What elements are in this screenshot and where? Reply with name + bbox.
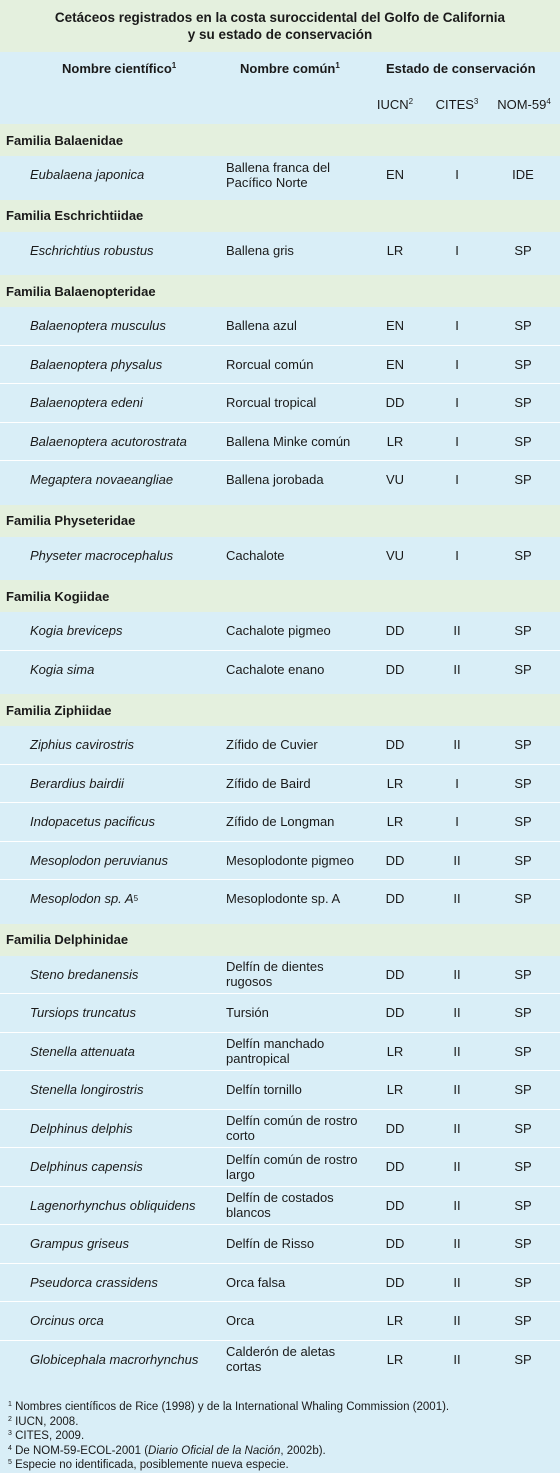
common-name-cell: Calderón de aletas cortas <box>226 1344 336 1375</box>
table-row <box>0 802 560 841</box>
table-row <box>0 422 560 461</box>
table-row <box>0 1224 560 1263</box>
scientific-name-cell: Berardius bairdii <box>30 775 124 791</box>
nom-59-cell: SP <box>514 547 532 563</box>
scientific-name-cell: Grampus griseus <box>30 1236 129 1252</box>
family-heading: Familia Balaenopteridae <box>0 275 560 307</box>
cites-cell: II <box>453 661 461 677</box>
cites-cell: II <box>453 1236 461 1252</box>
iucn-cell: VU <box>385 472 405 488</box>
family-heading: Familia Kogiidae <box>0 580 560 612</box>
table-row <box>0 1263 560 1302</box>
nom-59-cell: SP <box>514 966 532 982</box>
cites-cell: II <box>453 966 461 982</box>
nom-59-cell: SP <box>514 775 532 791</box>
cites-cell: II <box>453 1197 461 1213</box>
iucn-cell: EN <box>385 167 405 183</box>
scientific-name-cell: Megaptera novaeangliae <box>30 472 174 488</box>
nom-59-cell: SP <box>514 242 532 258</box>
nom-59-cell: SP <box>514 1197 532 1213</box>
table-row <box>0 383 560 422</box>
scientific-name-cell: Mesoplodon peruvianus <box>30 852 169 868</box>
scientific-name-cell: Balaenoptera edeni <box>30 395 143 411</box>
common-name-cell: Delfín de Risso <box>226 1236 315 1252</box>
family-heading: Familia Physeteridae <box>0 505 560 537</box>
scientific-name-cell: Indopacetus pacificus <box>30 814 156 830</box>
nom-59-cell: SP <box>514 1120 532 1136</box>
common-name-cell: Ballena gris <box>226 242 294 258</box>
common-name-cell: Delfín de costados blancos <box>226 1190 334 1221</box>
cites-cell: II <box>453 852 461 868</box>
iucn-cell: DD <box>385 1197 405 1213</box>
header-iucn: IUCN$^2$ <box>376 97 414 112</box>
table-row <box>0 1186 560 1225</box>
cites-cell: II <box>453 1120 461 1136</box>
scientific-name-cell: Balaenoptera physalus <box>30 356 163 372</box>
nom-59-cell: SP <box>514 814 532 830</box>
common-name-cell: Cachalote pigmeo <box>226 623 331 639</box>
table-row <box>0 879 560 918</box>
scientific-name-cell: Eubalaena japonica <box>30 167 145 183</box>
iucn-cell: LR <box>386 1043 404 1059</box>
iucn-cell: LR <box>386 1351 404 1367</box>
column-headers <box>0 52 560 118</box>
family-heading: Familia Delphinidae <box>0 924 560 956</box>
scientific-name-cell: Kogia breviceps <box>30 623 123 639</box>
footnote: $^4$ De NOM-59-ECOL-2001 (Diario Oficial de la Nación, 2002b). <box>8 1444 326 1457</box>
nom-59-cell: SP <box>514 661 532 677</box>
nom-59-cell: IDE <box>512 167 534 183</box>
iucn-cell: LR <box>386 433 404 449</box>
nom-59-cell: SP <box>514 1082 532 1098</box>
iucn-cell: DD <box>385 966 405 982</box>
common-name-cell: Delfín común de rostro largo <box>226 1151 358 1182</box>
iucn-cell: EN <box>385 318 405 334</box>
cites-cell: II <box>453 1274 461 1290</box>
table-row <box>0 345 560 384</box>
iucn-cell: VU <box>385 547 405 563</box>
nom-59-cell: SP <box>514 318 532 334</box>
scientific-name-cell: Balaenoptera musculus <box>30 318 166 334</box>
nom-59-cell: SP <box>514 1005 532 1021</box>
nom-59-cell: SP <box>514 1043 532 1059</box>
common-name-cell: Delfín manchado pantropical <box>226 1036 325 1067</box>
common-name-cell: Rorcual tropical <box>226 395 317 411</box>
common-name-cell: Ballena jorobada <box>226 472 324 488</box>
scientific-name-cell: Orcinus orca <box>30 1313 104 1329</box>
cites-cell: I <box>455 395 459 411</box>
table-row <box>0 1109 560 1148</box>
cites-cell: I <box>455 775 459 791</box>
nom-59-cell: SP <box>514 1159 532 1175</box>
common-name-cell: Delfín de dientes rugosos <box>226 959 324 990</box>
scientific-name-cell: Physeter macrocephalus <box>30 547 174 563</box>
scientific-name-cell: Tursiops truncatus <box>30 1005 136 1021</box>
cites-cell: II <box>453 737 461 753</box>
cites-cell: II <box>453 891 461 907</box>
nom-59-cell: SP <box>514 395 532 411</box>
cites-cell: I <box>455 814 459 830</box>
scientific-name-cell: Lagenorhynchus obliquidens <box>30 1197 196 1213</box>
common-name-cell: Orca falsa <box>226 1274 286 1290</box>
iucn-cell: LR <box>386 242 404 258</box>
common-name-cell: Ballena azul <box>226 318 297 334</box>
cites-cell: II <box>453 1351 461 1367</box>
scientific-name-cell: Delphinus delphis <box>30 1120 133 1136</box>
footnotes <box>0 1384 560 1473</box>
table-body <box>0 118 560 1384</box>
iucn-cell: DD <box>385 395 405 411</box>
cites-cell: II <box>453 1159 461 1175</box>
common-name-cell: Orca <box>226 1313 255 1329</box>
common-name-cell: Mesoplodonte sp. A <box>226 891 341 907</box>
nom-59-cell: SP <box>514 1274 532 1290</box>
header-scientific-name: Nombre científico$^1$ <box>62 61 177 76</box>
nom-59-cell: SP <box>514 1351 532 1367</box>
scientific-name-cell: Stenella attenuata <box>30 1043 135 1059</box>
iucn-cell: LR <box>386 775 404 791</box>
scientific-name-cell: Globicephala macrorhynchus <box>30 1351 199 1367</box>
iucn-cell: DD <box>385 1120 405 1136</box>
scientific-name-cell: Pseudorca crassidens <box>30 1274 158 1290</box>
table-row <box>0 612 560 650</box>
scientific-name-cell: Ziphius cavirostris <box>30 737 135 753</box>
header-cites: CITES$^3$ <box>435 97 479 112</box>
cites-cell: I <box>455 433 459 449</box>
scientific-name-cell: Kogia sima <box>30 661 95 677</box>
common-name-cell: Zífido de Cuvier <box>226 737 318 753</box>
cites-cell: I <box>455 356 459 372</box>
iucn-cell: DD <box>385 661 405 677</box>
header-common-name: Nombre común$^1$ <box>240 61 340 76</box>
cites-cell: I <box>455 547 459 563</box>
common-name-cell: Delfín común de rostro corto <box>226 1113 358 1144</box>
table-row <box>0 1070 560 1109</box>
cites-cell: I <box>455 242 459 258</box>
cites-cell: I <box>455 472 459 488</box>
common-name-cell: Ballena franca del Pacífico Norte <box>226 159 331 190</box>
footnote: $^5$ Especie no identificada, posiblemente nueva especie. <box>8 1459 289 1471</box>
footnote: $^3$ CITES, 2009. <box>8 1430 85 1442</box>
iucn-cell: DD <box>385 1159 405 1175</box>
table-row <box>0 1032 560 1071</box>
scientific-name-cell: Mesoplodon sp. A 5 <box>30 891 139 907</box>
scientific-name-cell: Balaenoptera acutorostrata <box>30 433 187 449</box>
nom-59-cell: SP <box>514 1313 532 1329</box>
table-title-line-1: Cetáceos registrados en la costa suroccidental del Golfo de California <box>54 10 506 25</box>
cites-cell: I <box>455 318 459 334</box>
cites-cell: II <box>453 1313 461 1329</box>
footnote: $^2$ IUCN, 2008. <box>8 1415 79 1428</box>
table-row <box>0 1147 560 1186</box>
scientific-name-cell: Steno bredanensis <box>30 966 139 982</box>
table-title <box>0 0 560 52</box>
table-row <box>0 726 560 764</box>
table-row <box>0 993 560 1032</box>
header-nom-59: NOM-$59^4$ <box>497 97 551 112</box>
nom-59-cell: SP <box>514 737 532 753</box>
table-row <box>0 1340 560 1379</box>
common-name-cell: Mesoplodonte pigmeo <box>226 852 354 868</box>
table-title-line-2: y su estado de conservación <box>187 27 373 42</box>
common-name-cell: Delfín tornillo <box>226 1082 302 1098</box>
common-name-cell: Cachalote enano <box>226 661 325 677</box>
iucn-cell: DD <box>385 1005 405 1021</box>
nom-59-cell: SP <box>514 891 532 907</box>
family-heading: Familia Balaenidae <box>0 124 560 156</box>
common-name-cell: Cachalote <box>226 547 285 563</box>
common-name-cell: Tursión <box>226 1005 269 1021</box>
table-row <box>0 537 560 575</box>
cites-cell: II <box>453 623 461 639</box>
nom-59-cell: SP <box>514 1236 532 1252</box>
family-heading: Familia Eschrichtiidae <box>0 200 560 232</box>
cites-cell: II <box>453 1005 461 1021</box>
iucn-cell: DD <box>385 1236 405 1252</box>
nom-59-cell: SP <box>514 623 532 639</box>
family-heading: Familia Ziphiidae <box>0 694 560 726</box>
table-row <box>0 956 560 994</box>
table-row <box>0 460 560 499</box>
table-row <box>0 764 560 803</box>
iucn-cell: DD <box>385 891 405 907</box>
cites-cell: II <box>453 1082 461 1098</box>
nom-59-cell: SP <box>514 472 532 488</box>
iucn-cell: DD <box>385 623 405 639</box>
common-name-cell: Rorcual común <box>226 356 314 372</box>
table-row <box>0 307 560 345</box>
table-row <box>0 1301 560 1340</box>
iucn-cell: DD <box>385 737 405 753</box>
iucn-cell: LR <box>386 1082 404 1098</box>
nom-59-cell: SP <box>514 852 532 868</box>
common-name-cell: Zífido de Baird <box>226 775 311 791</box>
footnote: $^1$ Nombres científicos de Rice (1998) y de la International Whaling Commission (2001). <box>8 1401 450 1413</box>
common-name-cell: Ballena Minke común <box>226 433 351 449</box>
table-row <box>0 650 560 689</box>
table-row <box>0 232 560 270</box>
cites-cell: I <box>455 167 459 183</box>
table-row <box>0 156 560 194</box>
nom-59-cell: SP <box>514 433 532 449</box>
header-conservation-status: Estado de conservación <box>386 61 536 76</box>
iucn-cell: LR <box>386 814 404 830</box>
scientific-name-cell: Stenella longirostris <box>30 1082 144 1098</box>
scientific-name-cell: Eschrichtius robustus <box>30 242 154 258</box>
iucn-cell: LR <box>386 1313 404 1329</box>
iucn-cell: DD <box>385 852 405 868</box>
iucn-cell: DD <box>385 1274 405 1290</box>
iucn-cell: EN <box>385 356 405 372</box>
scientific-name-cell: Delphinus capensis <box>30 1159 143 1175</box>
table-row <box>0 841 560 880</box>
cites-cell: II <box>453 1043 461 1059</box>
common-name-cell: Zífido de Longman <box>226 814 335 830</box>
nom-59-cell: SP <box>514 356 532 372</box>
